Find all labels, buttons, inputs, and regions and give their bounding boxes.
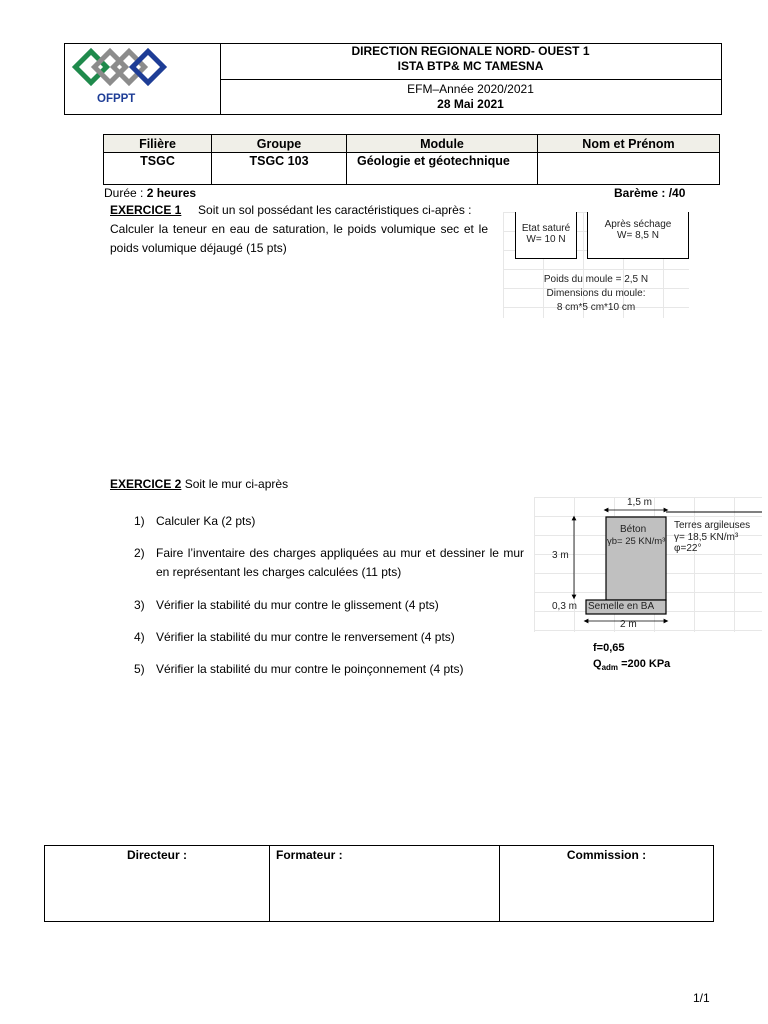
bareme: Barème : /40 bbox=[614, 186, 686, 200]
exercise-2-title: EXERCICE 2 bbox=[110, 477, 182, 491]
question-1: 1) Calculer Ka (2 pts) bbox=[134, 514, 256, 528]
info-table bbox=[103, 134, 720, 185]
label-phi: φ=22° bbox=[674, 543, 702, 554]
question-5: 5) Vérifier la stabilité du mur contre le poinçonnement (4 pts) bbox=[134, 662, 464, 676]
header-nom-prenom: Nom et Prénom bbox=[538, 135, 720, 153]
label-height: 3 m bbox=[552, 550, 569, 561]
header-filiere: Filière bbox=[104, 135, 212, 153]
label-gamma: γ= 18,5 KN/m³ bbox=[674, 532, 739, 543]
mold-info: Poids du moule = 2,5 N Dimensions du moule: 8 cm*5 cm*10 cm bbox=[543, 274, 649, 313]
header-module: Module bbox=[347, 135, 538, 153]
question-3: 3) Vérifier la stabilité du mur contre le glissement (4 pts) bbox=[134, 598, 439, 612]
exercise-1-title: EXERCICE 1 bbox=[110, 203, 182, 217]
question-4: 4) Vérifier la stabilité du mur contre le renversement (4 pts) bbox=[134, 630, 455, 644]
header-direction-title: DIRECTION REGIONALE NORD- OUEST 1 ISTA BTP& MC TAMESNA bbox=[220, 44, 721, 80]
saturated-sample-box: Etat saturé W= 10 N bbox=[515, 212, 577, 259]
allowable-bearing: $Q_{adm} =200$ KPa bbox=[593, 658, 671, 673]
page-number: 1/1 bbox=[693, 991, 710, 1005]
logo-text: OFPPT bbox=[97, 93, 136, 105]
label-gamma-b: γb= 25 KN/m³ bbox=[607, 536, 666, 547]
label-base-width: 2 m bbox=[620, 619, 637, 630]
exercise-1-text1: Soit un sol possédant les caractéristiques ci-après : bbox=[198, 203, 472, 217]
cell-groupe: TSGC 103 bbox=[212, 153, 347, 185]
exercise-2-intro: Soit le mur ci-après bbox=[184, 477, 289, 491]
sig-commission: Commission : bbox=[500, 846, 714, 922]
cell-nom-prenom bbox=[538, 153, 720, 185]
retaining-wall-figure bbox=[534, 497, 762, 632]
cell-module: Géologie et géotechnique bbox=[347, 153, 538, 185]
friction-coefficient: f=0,65 bbox=[593, 642, 625, 654]
signature-table bbox=[44, 845, 714, 922]
exercise-1-text2: Calculer la teneur en eau de saturation, le poids volumique sec et le poids volumique déjaugé (15 pts) bbox=[110, 222, 488, 255]
logo-cell bbox=[65, 44, 221, 114]
label-semelle-height: 0,3 m bbox=[552, 601, 578, 612]
duration: Durée : 2 heures bbox=[104, 186, 197, 200]
label-top-width: 1,5 m bbox=[627, 497, 653, 508]
exercise-1 bbox=[110, 201, 488, 258]
question-2: 2) Faire l’inventaire des charges appliquées au mur et dessiner le mur en représentant les charges calculées (11 pts) bbox=[134, 546, 524, 579]
label-beton: Béton bbox=[620, 524, 647, 535]
document-header bbox=[64, 43, 722, 115]
exercise-2-heading bbox=[110, 475, 288, 494]
sig-directeur: Directeur : bbox=[45, 846, 270, 922]
label-terres: Terres argileuses bbox=[674, 520, 751, 531]
sig-formateur: Formateur : bbox=[270, 846, 500, 922]
label-semelle: Semelle en BA bbox=[588, 601, 655, 612]
ofppt-logo bbox=[71, 45, 171, 93]
header-groupe: Groupe bbox=[212, 135, 347, 153]
cell-filiere: TSGC bbox=[104, 153, 212, 185]
soil-sample-figure bbox=[503, 212, 689, 318]
header-exam-info: EFM–Année 2020/2021 28 Mai 2021 bbox=[407, 82, 534, 111]
dried-sample-box: Après séchage W= 8,5 N bbox=[587, 212, 689, 259]
